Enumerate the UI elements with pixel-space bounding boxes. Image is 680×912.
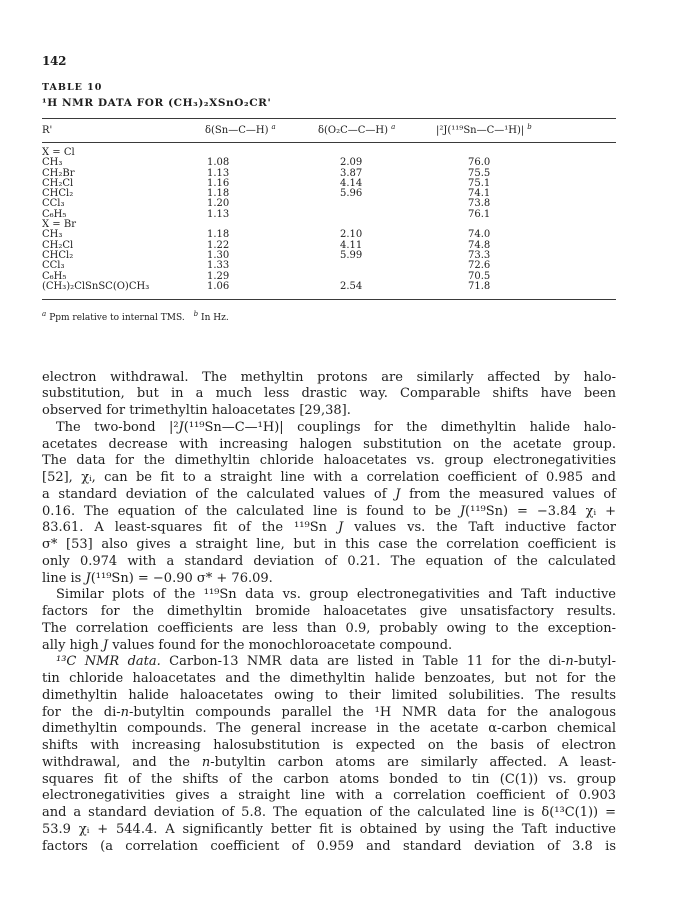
- italic-run: J: [102, 637, 109, 653]
- table-row: [42, 169, 616, 179]
- group-label: X = Cl: [42, 147, 75, 158]
- text-run: withdrawal, and the: [42, 754, 202, 770]
- page-number: 142: [42, 54, 67, 68]
- cell-substituent: CH₂Cl: [42, 239, 74, 251]
- italic-run: J: [85, 570, 91, 586]
- column-header-delta-o2c-c-h: [318, 125, 436, 136]
- text-line: [42, 688, 616, 705]
- text-line: [42, 520, 616, 537]
- footnote-text: In Hz.: [201, 313, 229, 324]
- table-title: ¹H NMR DATA FOR (CH₃)₂XSnO₂CR': [42, 97, 272, 109]
- column-header-r-prime: [42, 125, 205, 136]
- cell-value: 2.09: [340, 157, 363, 169]
- text-line: [42, 671, 616, 688]
- cell-value: [318, 210, 436, 220]
- text-line: [42, 772, 616, 789]
- cell-value: 4.14: [340, 177, 363, 189]
- text-run: dimethyltin halide haloacetates owing to their limited solubilities. The results: [42, 687, 616, 703]
- text-run: acetates decrease with increasing halogen substitution on the acetate group.: [42, 436, 616, 452]
- cell-value: 4.11: [340, 239, 363, 251]
- paragraph: [42, 654, 616, 855]
- cell-value: 1.18: [207, 188, 230, 200]
- cell-value: 1.20: [207, 198, 230, 210]
- text-run: values vs. the Taft inductive factor: [343, 520, 617, 536]
- cell-value: 70.5: [468, 270, 491, 282]
- text-run: shifts with increasing halosubstitution is expected on the basis of electron: [42, 738, 616, 754]
- text-line: [42, 721, 616, 738]
- table-body: [42, 143, 616, 292]
- cell-value: 1.13: [207, 208, 230, 220]
- cell-value: [318, 199, 436, 209]
- cell-value: 5.96: [340, 188, 363, 200]
- cell-substituent: CH₂Br: [42, 167, 75, 179]
- table-row: [42, 189, 616, 199]
- cell-value: 74.1: [468, 188, 491, 200]
- table-header-row: [42, 119, 616, 142]
- text-run: electronegativities gives a straight line with a correlation coefficient of 0.903: [42, 788, 616, 804]
- text-line: [42, 554, 616, 571]
- cell-substituent: CH₂Cl: [42, 177, 74, 189]
- text-line: [42, 420, 616, 437]
- table-group-label-row: [42, 220, 616, 230]
- text-line: [42, 621, 616, 638]
- italic-run: n: [201, 754, 211, 770]
- group-label: X = Br: [42, 219, 76, 231]
- text-run: only 0.974 with a standard deviation of 0.21. The equation of the calculated: [42, 553, 616, 569]
- text-line: [42, 487, 616, 504]
- cell-value: 74.0: [468, 229, 491, 241]
- column-header-label: |²J(¹¹⁹Sn—C—¹H)|: [436, 125, 525, 136]
- text-line: [42, 470, 616, 487]
- italic-run: ¹³C NMR data.: [56, 654, 161, 670]
- text-line: [42, 504, 616, 521]
- cell-substituent: CHCl₂: [42, 249, 74, 261]
- cell-substituent: C₆H₅: [42, 208, 67, 220]
- cell-substituent: CH₃: [42, 229, 63, 241]
- cell-value: 1.29: [207, 270, 230, 282]
- text-run: (¹¹⁹Sn—C—¹H)| couplings for the dimethyltin halide halo-: [183, 419, 616, 435]
- cell-value: 73.3: [468, 249, 491, 261]
- paragraph: [42, 587, 616, 654]
- text-line: [42, 571, 616, 588]
- text-line: [42, 386, 616, 403]
- text-run: [52], χᵢ, can be fit to a straight line with a correlation coefficient of 0.985 and: [42, 470, 616, 486]
- cell-substituent: CCl₃: [42, 260, 65, 272]
- text-run: -butyltin compounds parallel the ¹H NMR data for the analogous: [129, 704, 617, 720]
- italic-run: J: [395, 486, 401, 502]
- italic-run: J: [337, 520, 344, 536]
- cell-value: 1.06: [207, 280, 230, 292]
- cell-value: 1.08: [207, 157, 230, 169]
- cell-value: 72.6: [468, 260, 491, 272]
- cell-value: 1.30: [207, 249, 230, 261]
- column-header-label: δ(Sn—C—H): [205, 125, 269, 136]
- footnote-text: Ppm relative to internal TMS.: [49, 313, 185, 324]
- text-run: The correlation coefficients are less than 0.9, probably owing to the exception-: [42, 620, 616, 636]
- body-text: [42, 370, 616, 856]
- text-run: values found for the monochloroacetate compound.: [108, 637, 453, 653]
- text-run: σ* [53] also gives a straight line, but in this case the correlation coefficient is: [42, 537, 616, 553]
- text-line: [42, 638, 616, 655]
- cell-value: 74.8: [468, 239, 491, 251]
- cell-value: 76.0: [468, 157, 491, 169]
- text-run: observed for trimethyltin haloacetates [29,38].: [42, 403, 351, 419]
- footnote-marker: a: [391, 123, 396, 131]
- cell-substituent: (CH₃)₂ClSnSC(O)CH₃: [42, 280, 150, 292]
- text-line: [42, 654, 616, 671]
- italic-run: n: [565, 654, 574, 670]
- italic-run: J: [178, 419, 184, 435]
- cell-value: 75.1: [468, 177, 491, 189]
- table-row: [42, 179, 616, 189]
- table-bottom-rule: [42, 299, 616, 300]
- cell-value: 1.22: [207, 239, 230, 251]
- text-line: [42, 604, 616, 621]
- text-run: -butyl-: [573, 654, 616, 670]
- text-line: [42, 453, 616, 470]
- text-line: [42, 370, 616, 387]
- text-run: line is: [42, 570, 86, 586]
- text-line: [42, 839, 616, 856]
- cell-value: 1.18: [207, 229, 230, 241]
- footnote-marker: a: [42, 310, 47, 319]
- text-run: Carbon-13 NMR data are listed in Table 11 for the di-: [160, 654, 566, 670]
- text-run: and a standard deviation of 5.8. The equation of the calculated line is δ(¹³C(1)) =: [42, 805, 616, 821]
- cell-substituent: CCl₃: [42, 198, 65, 210]
- column-header-j-coupling: [436, 125, 616, 136]
- cell-value: 76.1: [468, 208, 491, 220]
- footnote-a: [42, 310, 185, 324]
- cell-value: 75.5: [468, 167, 491, 179]
- cell-value: [318, 261, 436, 271]
- cell-substituent: C₆H₅: [42, 270, 67, 282]
- text-line: [42, 805, 616, 822]
- text-run: from the measured values of: [400, 486, 616, 502]
- cell-value: 73.8: [468, 198, 491, 210]
- column-header-label: R': [42, 125, 53, 136]
- table-row: [42, 158, 616, 168]
- text-run: Similar plots of the ¹¹⁹Sn data vs. group electronegativities and Taft inductive: [56, 587, 616, 603]
- text-run: factors for the dimethyltin bromide haloacetates give unsatisfactory results.: [42, 604, 616, 620]
- cell-value: 71.8: [468, 280, 491, 292]
- cell-substituent: CHCl₂: [42, 188, 74, 200]
- italic-run: n: [120, 704, 130, 720]
- cell-value: 1.16: [207, 177, 230, 189]
- text-run: The data for the dimethyltin chloride haloacetates vs. group electronegativities: [42, 453, 616, 469]
- footnote-marker: a: [271, 123, 276, 131]
- text-run: (¹¹⁹Sn) = −0.90 σ* + 76.09.: [90, 570, 273, 586]
- nmr-data-table: [42, 81, 616, 324]
- text-run: substitution, but in a much less drastic way. Comparable shifts have been: [42, 386, 616, 402]
- table-footnotes: [42, 312, 616, 324]
- table-row: [42, 282, 616, 292]
- cell-value: 1.33: [207, 260, 230, 272]
- text-line: [42, 788, 616, 805]
- text-run: ally high: [42, 637, 103, 653]
- text-line: [42, 738, 616, 755]
- cell-substituent: CH₃: [42, 157, 63, 169]
- text-run: for the di-: [42, 704, 121, 720]
- table-label: TABLE 10: [42, 82, 103, 93]
- table-row: [42, 261, 616, 271]
- text-run: dimethyltin compounds. The general increase in the acetate α-carbon chemical: [42, 721, 616, 737]
- paragraph: [42, 370, 616, 420]
- table-row: [42, 199, 616, 209]
- text-run: (¹¹⁹Sn) = −3.84 χᵢ +: [465, 503, 616, 519]
- text-line: [42, 822, 616, 839]
- text-run: tin chloride haloacetates and the dimethyltin halide benzoates, but not for the: [42, 671, 616, 687]
- cell-value: 2.54: [340, 280, 363, 292]
- text-line: [42, 587, 616, 604]
- table-row: [42, 241, 616, 251]
- cell-value: 5.99: [340, 249, 363, 261]
- cell-value: [318, 272, 436, 282]
- table-row: [42, 251, 616, 261]
- text-line: [42, 755, 616, 772]
- footnote-marker: b: [527, 123, 532, 131]
- table-row: [42, 210, 616, 220]
- text-run: electron withdrawal. The methyltin protons are similarly affected by halo-: [42, 369, 616, 385]
- text-line: [42, 403, 616, 420]
- text-run: squares fit of the shifts of the carbon atoms bonded to tin (C(1)) vs. group: [42, 771, 616, 787]
- footnote-b: [193, 310, 229, 324]
- text-run: The two-bond |²: [56, 419, 179, 435]
- column-header-delta-sn-c-h: [205, 125, 318, 136]
- text-line: [42, 437, 616, 454]
- text-run: factors (a correlation coefficient of 0.959 and standard deviation of 3.8 is: [42, 838, 616, 854]
- text-run: 53.9 χᵢ + 544.4. A significantly better fit is obtained by using the Taft inductive: [42, 821, 616, 837]
- text-run: 0.16. The equation of the calculated line is found to be: [42, 503, 460, 519]
- text-run: -butyltin carbon atoms are similarly affected. A least-: [210, 754, 616, 770]
- table-row: [42, 230, 616, 240]
- text-run: a standard deviation of the calculated values of: [42, 486, 396, 502]
- table-group-label-row: [42, 148, 616, 158]
- footnote-marker: b: [193, 310, 199, 319]
- paragraph: [42, 420, 616, 588]
- text-line: [42, 537, 616, 554]
- italic-run: J: [459, 503, 466, 519]
- cell-value: 1.13: [207, 167, 230, 179]
- text-run: 83.61. A least-squares fit of the ¹¹⁹Sn: [42, 520, 338, 536]
- column-header-label: δ(O₂C—C—H): [318, 125, 389, 136]
- text-line: [42, 705, 616, 722]
- cell-value: 3.87: [340, 167, 363, 179]
- cell-value: 2.10: [340, 229, 363, 241]
